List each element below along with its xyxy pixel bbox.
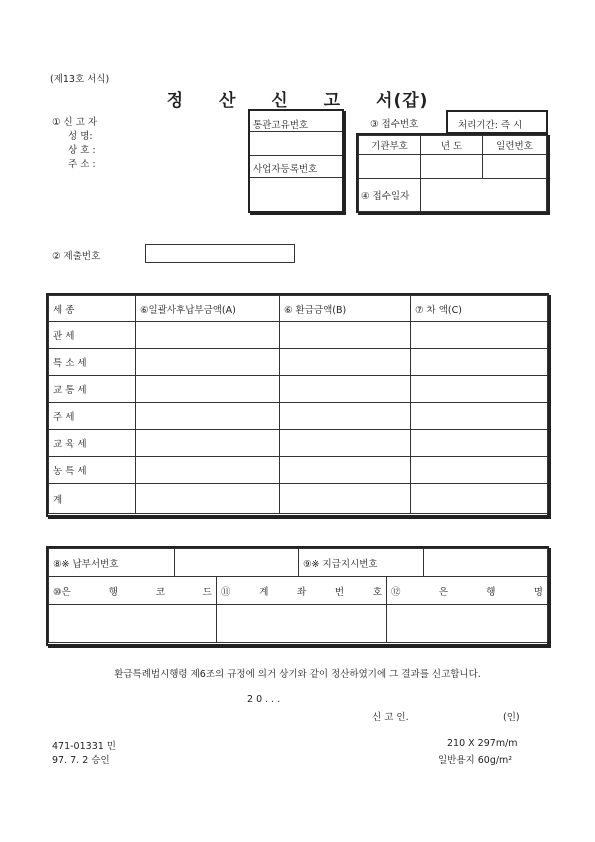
header-difference: ⑦ 차 액(C) (411, 296, 548, 322)
paper-size: 210 X 297m/m (447, 738, 518, 749)
payment-no-cell[interactable] (175, 549, 299, 577)
account-no-label (217, 577, 387, 605)
row-label-customs: 관 세 (49, 322, 136, 349)
row-label-total: 계 (49, 484, 136, 514)
page-title (0, 86, 595, 111)
receipt-box (356, 133, 548, 213)
title-char: 정 (166, 91, 185, 111)
org-cell (359, 155, 421, 179)
cell-b[interactable] (280, 349, 411, 376)
reporter-name-label: 성 명: (68, 131, 93, 142)
bank-code-part: 행 (108, 586, 118, 598)
cell-b[interactable] (280, 322, 411, 349)
col-serial: 일련번호 (483, 136, 547, 155)
account-no-part: 계 (259, 586, 269, 598)
bank-table-top (48, 548, 548, 577)
account-no-part: 번 (334, 586, 345, 598)
cell-a[interactable] (136, 322, 280, 349)
row-label-education: 교 육 세 (49, 430, 136, 457)
title-char: 고 (323, 91, 342, 111)
title-char: 신 (271, 91, 289, 111)
bank-table-bottom (48, 576, 548, 643)
header-tax-type: 세 종 (49, 296, 136, 322)
bank-name-cell[interactable] (387, 605, 548, 643)
pay-order-no-cell[interactable] (424, 549, 548, 577)
bank-name-label (387, 577, 548, 605)
bank-code-part: ⑩은 (53, 586, 71, 598)
cell-c[interactable] (411, 349, 548, 376)
reporter-company-label: 상 호 : (68, 145, 96, 156)
account-no-part: ⑪ (221, 586, 231, 598)
reporter-heading: ① 신 고 자 (52, 117, 98, 128)
paper-type: 일반용지 60g/m² (438, 755, 513, 766)
row-label-liquor: 주 세 (49, 403, 136, 430)
cell-c[interactable] (411, 430, 548, 457)
row-label-traffic: 교 통 세 (49, 376, 136, 403)
title-char: 서(갑) (376, 91, 429, 111)
cell-a[interactable] (136, 430, 280, 457)
col-year: 년 도 (421, 136, 483, 155)
cell-a[interactable] (136, 376, 280, 403)
cell-c[interactable] (411, 376, 548, 403)
date-line: 2 0 . . . (247, 694, 281, 705)
id-box (248, 109, 344, 213)
account-no-cell[interactable] (217, 605, 387, 643)
bank-table-frame (46, 546, 549, 646)
cell-b[interactable] (280, 457, 411, 484)
serial-cell (483, 155, 547, 179)
form-code: (제13호 서식) (50, 74, 110, 85)
col-org: 기관부호 (359, 136, 421, 155)
submit-no-label: ② 제출번호 (52, 251, 101, 262)
submit-no-field[interactable] (145, 244, 295, 263)
approval-date: 97. 7. 2 승인 (52, 755, 110, 766)
receipt-no-label: ③ 접수번호 (370, 119, 419, 130)
customs-id-label: 통관고유번호 (253, 120, 309, 131)
receipt-date-label: ④ 접수일자 (359, 179, 421, 212)
form-number: 471-01331 민 (52, 741, 116, 752)
pay-order-no-label: ⑨※ 지급지시번호 (299, 549, 424, 577)
header-refund: ⑥ 환급금액(B) (280, 296, 411, 322)
cell-c[interactable] (411, 322, 548, 349)
cell-a[interactable] (136, 457, 280, 484)
title-char: 산 (218, 91, 237, 111)
cell-c[interactable] (411, 484, 548, 514)
tax-table (48, 295, 548, 514)
row-label-special-consumption: 특 소 세 (49, 349, 136, 376)
divider (250, 177, 342, 178)
bank-code-part: 드 (202, 586, 212, 598)
year-cell (421, 155, 483, 179)
bank-name-part: ⑫ (391, 586, 401, 598)
reporter-address-label: 주 소 : (68, 159, 96, 170)
declaration-text: 환급특례법시행령 제6조의 규정에 의거 상기와 같이 정산하였기에 그 결과를 신고합니다. (114, 669, 481, 680)
divider (250, 155, 342, 156)
cell-b[interactable] (280, 403, 411, 430)
bank-name-part: 행 (486, 586, 496, 598)
divider (250, 131, 342, 132)
receipt-table (358, 135, 547, 212)
bank-name-part: 은 (438, 586, 448, 598)
bank-code-part: 코 (155, 586, 165, 598)
cell-c[interactable] (411, 403, 548, 430)
seal-mark: (인) (503, 712, 520, 723)
row-label-rural: 농 특 세 (49, 457, 136, 484)
account-no-part: 좌 (297, 586, 307, 598)
cell-c[interactable] (411, 457, 548, 484)
cell-b[interactable] (280, 430, 411, 457)
header-bulk-payment: ⑥일괄사후납부금액(A) (136, 296, 280, 322)
bank-name-part: 명 (533, 586, 543, 598)
cell-a[interactable] (136, 403, 280, 430)
tax-table-frame (46, 293, 549, 517)
business-no-label: 사업자등록번호 (253, 164, 318, 175)
bank-code-cell[interactable] (49, 605, 217, 643)
account-no-part: 호 (372, 586, 382, 598)
cell-b[interactable] (280, 376, 411, 403)
processing-box (446, 110, 548, 134)
cell-b[interactable] (280, 484, 411, 514)
processing-label: 처리기간: 즉 시 (458, 120, 523, 131)
receipt-date-cell (421, 179, 547, 212)
signer-label: 신 고 인. (372, 712, 409, 723)
bank-code-label (49, 577, 217, 605)
cell-a[interactable] (136, 484, 280, 514)
payment-no-label: ⑧※ 납부서번호 (49, 549, 175, 577)
cell-a[interactable] (136, 349, 280, 376)
